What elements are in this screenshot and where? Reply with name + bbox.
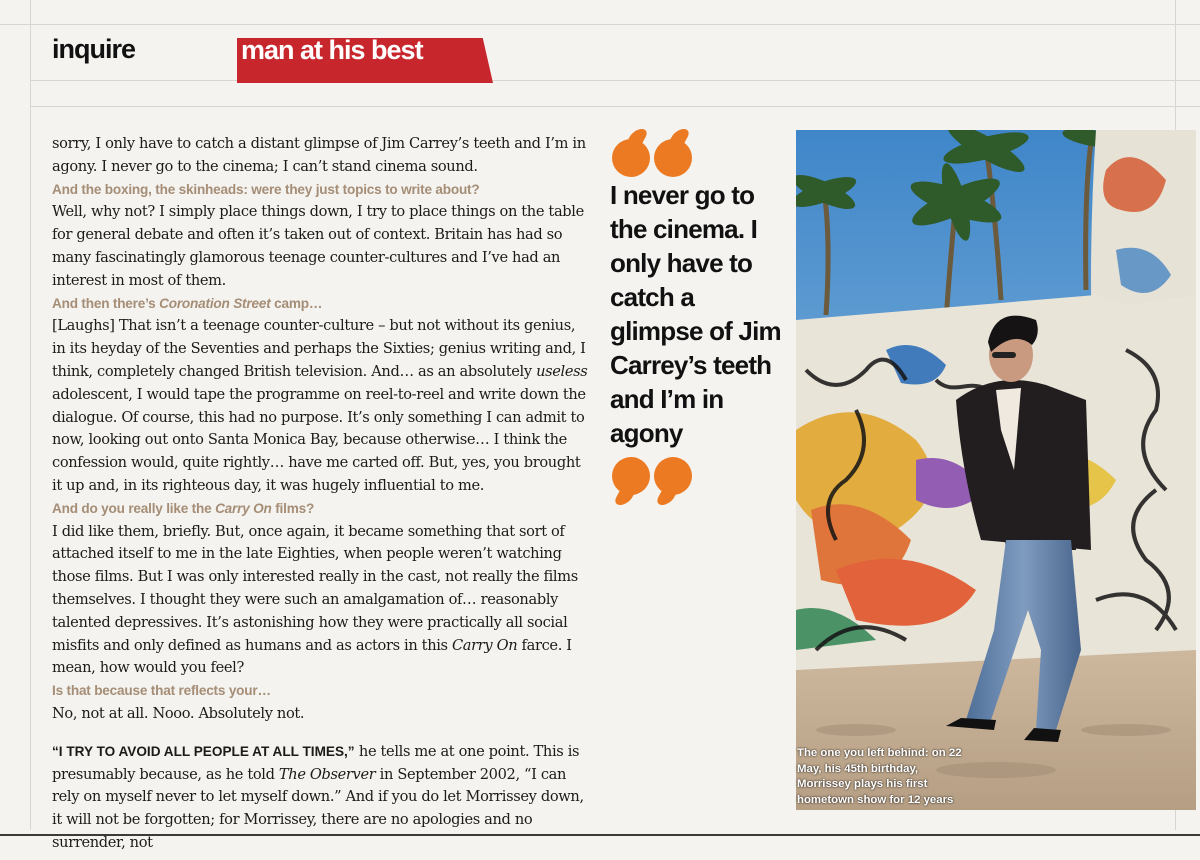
interview-question: And the boxing, the skinheads: were they just topics to write about? bbox=[52, 181, 480, 197]
paragraph-text: [Laughs] That isn’t a teenage counter-culture – but not without its genius, in its heyday of the Seventies and perhaps the Sixties; genius writing and, I think, completely changed British television. And… as an absolutely bbox=[52, 317, 586, 380]
open-quote-icon bbox=[612, 127, 692, 179]
question-text: And do you really like the bbox=[52, 500, 216, 516]
header-rule bbox=[30, 80, 1200, 81]
question-text: camp… bbox=[270, 295, 323, 311]
paragraph-text: in September 2002, “I can rely on myself never to let myself down.” And if you do let Morrissey down, it will not be forgotten; for Morrissey, there are no apologies and no surrender, not bbox=[52, 765, 584, 851]
question-text: films? bbox=[271, 500, 315, 516]
interview-question bbox=[52, 498, 592, 521]
interview-question bbox=[52, 293, 592, 316]
question-show-title: Coronation Street bbox=[159, 295, 271, 311]
emphasis-text: useless bbox=[536, 362, 588, 380]
paragraph-text: I did like them, briefly. But, once again, it became something that sort of attached itself to me in the late Eighties, when people weren’t watching those films. But I was only interested really in the cast, not really the films themselves. I thought they were such an amalgamation of… reasonably talented depressives. It’s astonishing how they were practically all social misfits and only defined as humans and as actors in this bbox=[52, 522, 578, 654]
top-rule bbox=[0, 24, 1200, 25]
article-paragraph: sorry, I only have to catch a distant glimpse of Jim Carrey’s teeth and I’m in agony. I never go to the cinema; I can’t stand cinema sound. bbox=[52, 135, 586, 175]
article-paragraph bbox=[52, 315, 592, 497]
paragraph-text: adolescent, I would tape the programme on reel-to-reel and write down the dialogue. Of course, this had no purpose. It’s only something I can admit to now, looking out onto Santa Monica Bay, because otherwise… I think the confession would, quite rightly… have me carted off. But, yes, you brought it up and, in its righteous day, it was hugely influential to me. bbox=[52, 385, 586, 494]
close-quote-icon bbox=[612, 457, 692, 509]
morrissey-photo bbox=[796, 130, 1196, 810]
header-rule-lower bbox=[30, 106, 1200, 107]
lead-in-quote: “I TRY TO AVOID ALL PEOPLE AT ALL TIMES,” bbox=[52, 743, 355, 759]
article-paragraph: No, not at all. Nooo. Absolutely not. bbox=[52, 704, 305, 722]
section-title: man at his best bbox=[241, 35, 423, 65]
article-body bbox=[52, 133, 592, 855]
paragraph-spacer bbox=[52, 726, 592, 741]
publication-title: The Observer bbox=[278, 765, 376, 783]
magazine-section-brand: inquire bbox=[52, 34, 136, 64]
article-paragraph bbox=[52, 521, 592, 681]
paragraph-text: farce. I mean, how would you feel? bbox=[52, 636, 572, 677]
emphasis-text: Carry On bbox=[451, 636, 518, 654]
question-film-title: Carry On bbox=[215, 500, 272, 516]
photo-caption: The one you left behind: on 22 May, his 45th birthday, Morrissey plays his first hometown show for 12 years bbox=[797, 747, 962, 806]
article-paragraph bbox=[52, 741, 592, 855]
pull-quote: I never go to the cinema. I only have to catch a glimpse of Jim Carrey’s teeth and I’m in agony bbox=[610, 180, 781, 448]
interview-question: Is that because that reflects your… bbox=[52, 683, 271, 699]
left-margin-rule bbox=[30, 0, 31, 830]
paragraph-text: he tells me at one point. This is presumably because, as he told bbox=[52, 742, 580, 783]
article-paragraph: Well, why not? I simply place things down, I try to place things on the table for general debate and often it’s taken out of context. Britain has had so many fascinatingly glamorous teenage counter-cultures and I’ve had an interest in most of them. bbox=[52, 203, 584, 289]
question-text: And then there’s bbox=[52, 295, 160, 311]
